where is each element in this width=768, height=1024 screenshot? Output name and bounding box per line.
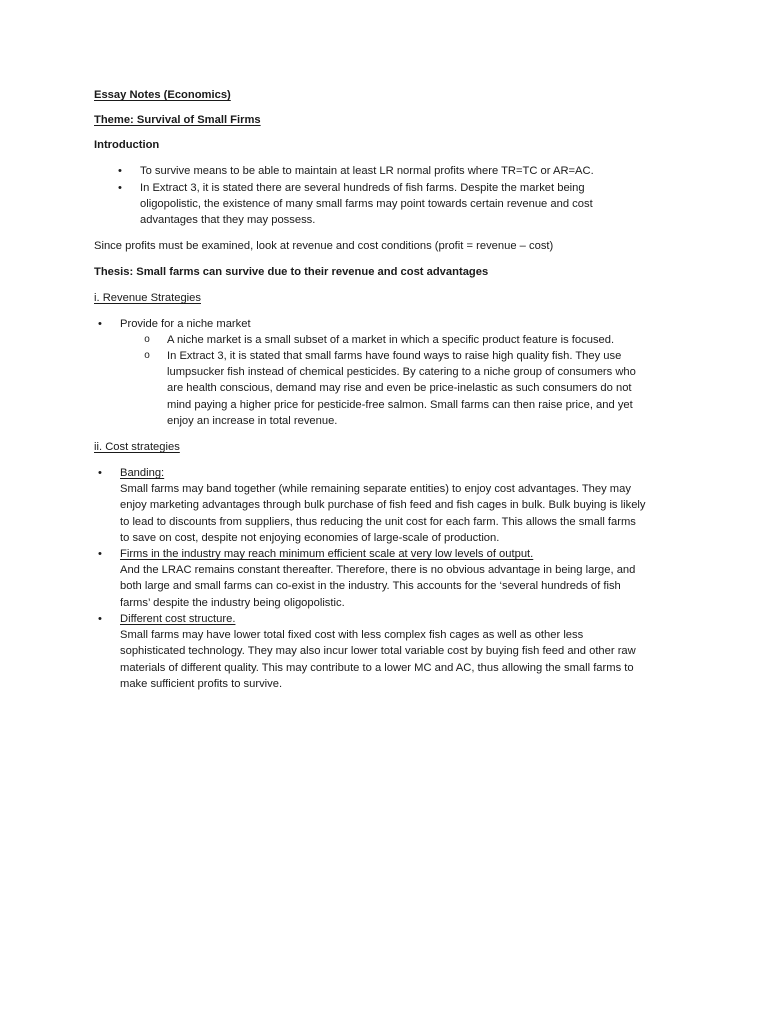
text-line: In Extract 3, it is stated there are several hundreds of fish farms. Despite the market being [140,182,585,194]
revenue-sub-1 [167,332,614,348]
revenue-heading: i. Revenue Strategies [94,292,201,304]
cost-item-title: Banding: [120,467,165,479]
text-line: farms’ despite the industry being oligopolistic. [120,596,345,609]
bullet-icon: • [98,548,102,560]
text-line: In Extract 3, it is stated that small farms have found ways to raise high quality fish. They use [167,350,622,362]
thesis: Thesis: Small farms can survive due to their revenue and cost advantages [94,266,489,278]
doc-theme: Theme: Survival of Small Firms [94,114,261,126]
sub-bullet-icon: o [144,350,150,361]
text-line: to save on cost, despite not enjoying economies of large-scale of production. [120,531,500,544]
revenue-bullet: Provide for a niche market [120,318,251,330]
text-line: mind paying a higher price for pesticide-free salmon. Small farms can then raise price, and yet [167,398,633,411]
text-line: oligopolistic, the existence of many small farms may point towards certain revenue and cost [140,198,593,211]
cost-item-structure [120,611,636,692]
cost-item-mes [120,546,635,611]
text-line: Small farms may have lower total fixed cost with less complex fish cages as well as other less [120,629,584,642]
cost-heading: ii. Cost strategies [94,441,180,453]
bullet-icon: • [98,613,102,625]
text-line: And the LRAC remains constant thereafter. Therefore, there is no obvious advantage in being large, and [120,564,636,577]
text-line: enjoy marketing advantages through bulk purchase of fish feed and fish cages in bulk. Bulk buying is likely [120,499,646,512]
bullet-icon: • [98,318,102,330]
sub-bullet-icon: o [144,334,150,345]
text-line: enjoy an increase in total revenue. [167,414,338,427]
text-line: make sufficient profits to survive. [120,677,283,690]
text-line: to lead to discounts from suppliers, thus reducing the unit cost for each farm. This allows the small farms [120,515,636,528]
text-line: Small farms may band together (while remaining separate entities) to enjoy cost advantages. They may [120,483,631,496]
cost-item-title: Firms in the industry may reach minimum efficient scale at very low levels of output. [120,548,534,560]
text-line: are health conscious, demand may rise and even be price-inelastic as such consumers do not [167,382,632,395]
revenue-sub-2 [167,348,636,429]
text-line: materials of different quality. This may contribute to a lower MC and AC, thus allowing the small farms to [120,661,634,674]
text-line: A niche market is a small subset of a market in which a specific product feature is focused. [167,334,615,346]
bullet-icon: • [98,467,102,479]
text-line: sophisticated technology. They may also incur lower total variable cost by buying fish feed and other raw [120,645,636,658]
profit-line: Since profits must be examined, look at revenue and cost conditions (profit = revenue – cost) [94,240,554,252]
intro-heading: Introduction [94,139,160,151]
intro-bullet-2 [140,180,593,229]
doc-title: Essay Notes (Economics) [94,89,231,101]
cost-item-banding [120,465,646,546]
text-line: advantages that they may possess. [140,214,316,227]
bullet-icon: • [118,182,122,194]
intro-bullet-1 [140,163,594,179]
text-line: lumpsucker fish instead of chemical pesticides. By catering to a niche group of consumers who [167,366,636,379]
text-line: To survive means to be able to maintain at least LR normal profits where TR=TC or AR=AC. [140,165,594,177]
bullet-icon: • [118,165,122,177]
cost-item-title: Different cost structure. [120,613,236,625]
text-line: both large and small farms can co-exist in the industry. This accounts for the ‘several hundreds of fish [120,580,621,593]
